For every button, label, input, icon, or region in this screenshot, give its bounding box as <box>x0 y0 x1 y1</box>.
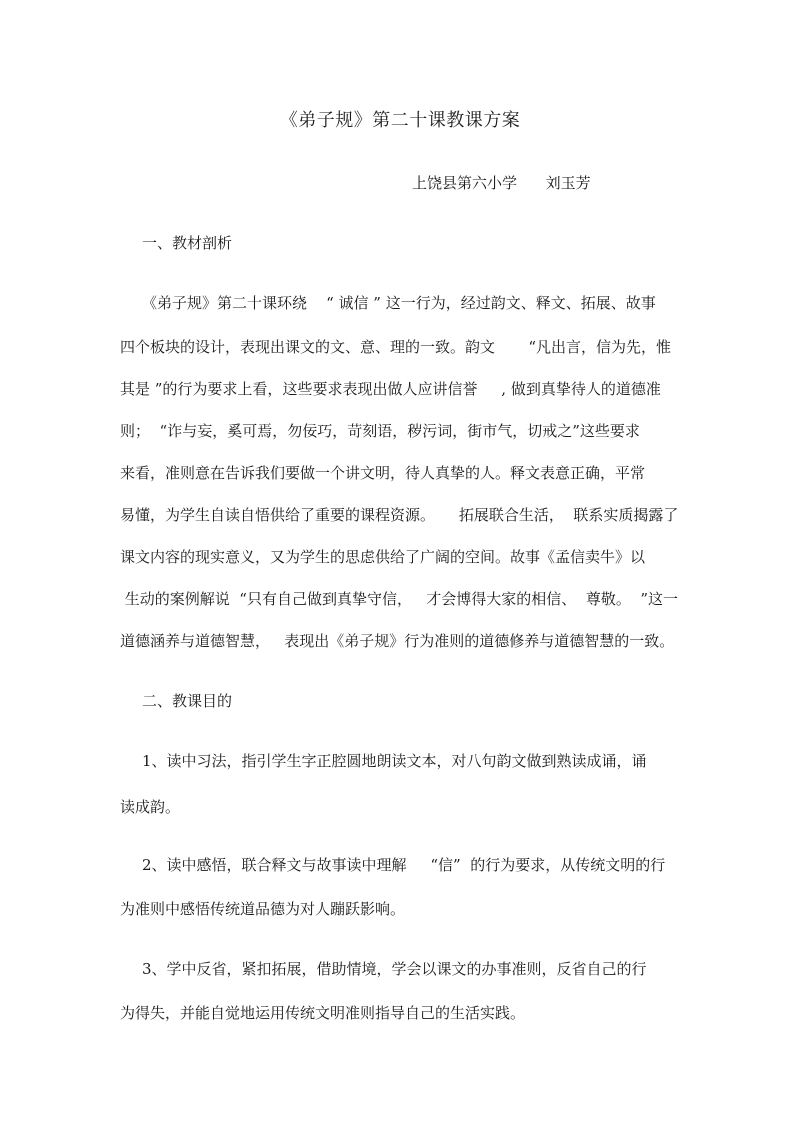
paragraph-line: 《弟子规》第二十课环绕 “ 诚信 ” 这一行为，经过韵文、释文、拓展、故事 <box>142 294 656 312</box>
goal-1-line: 1、读中习法，指引学生字正腔圆地朗读文本，对八句韵文做到熟读成诵，诵 <box>142 752 647 770</box>
paragraph-line: 道德涵养与道德智慧， 表现出《弟子规》行为准则的道德修养与道德智慧的一致。 <box>120 632 675 650</box>
paragraph-line: 生动的案例解说 “只有自己做到真挚守信， 才会博得大家的相信、 尊敬。 ”这一 <box>120 590 679 608</box>
author-line: 上饶县第六小学 刘玉芳 <box>412 174 591 192</box>
goal-3-line: 为得失，并能自觉地运用传统文明准则指导自己的生活实践。 <box>120 1004 526 1022</box>
paragraph-line: 四个板块的设计，表现出课文的文、意、理的一致。韵文 “凡出言，信为先，惟 <box>120 338 672 356</box>
paragraph-line: 其是 ”的行为要求上看，这些要求表现出做人应讲信誉 , 做到真挚待人的道德准 <box>120 380 661 398</box>
paragraph-line: 则； “诈与妄，奚可焉，勿佞巧，苛刻语，秽污词，街市气，切戒之”这些要求 <box>120 422 640 440</box>
section-heading-analysis: 一、教材剖析 <box>142 234 233 252</box>
goal-2-line: 2、读中感悟，联合释文与故事读中理解 “信” 的行为要求，从传统文明的行 <box>142 856 666 874</box>
document-title: 《弟子规》第二十课教课方案 <box>279 110 521 131</box>
goal-3-line: 3、学中反省，紧扣拓展，借助情境，学会以课文的办事准则，反省自己的行 <box>142 960 647 978</box>
paragraph-line: 课文内容的现实意义，又为学生的思虑供给了广阔的空间。故事《孟信卖牛》以 <box>120 548 646 566</box>
goal-2-line: 为准则中感悟传统道品德为对人蹦跃影响。 <box>120 900 406 918</box>
paragraph-line: 易懂，为学生自读自悟供给了重要的课程资源。 拓展联合生活， 联系实质揭露了 <box>120 506 679 524</box>
goal-1-line: 读成韵。 <box>120 798 181 816</box>
paragraph-line: 来看，准则意在告诉我们要做一个讲文明，待人真挚的人。释文表意正确，平常 <box>120 464 646 482</box>
section-heading-goals: 二、教课目的 <box>142 692 233 710</box>
